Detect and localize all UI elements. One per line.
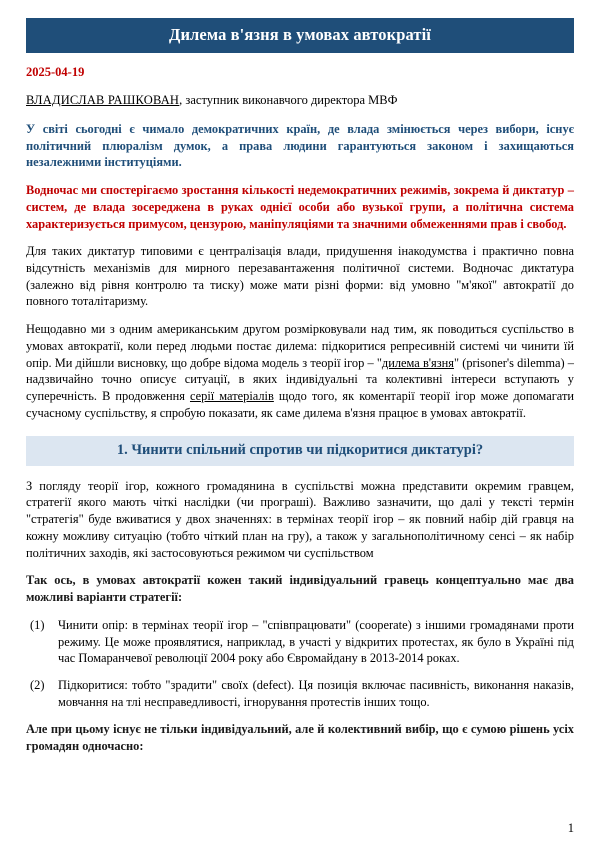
list-item-marker: (1) (30, 617, 45, 632)
document-title: Дилема в'язня в умовах автократії (26, 18, 574, 53)
list-item-marker: (2) (30, 677, 45, 692)
paragraph-part-2: " (prisoner's dilemma) – надзвичайно точно описує ситуації, в яких індивідуальні та колективні інтереси вступають у суперечність. В продовження (26, 355, 575, 404)
paragraph-dictatorship-features: Для таких диктатур типовими є централізація влади, придушення інакодумства і практично повна відсутність механізмів для мирного перезавантаження політичної системи. Водночас диктатура (залежно від рівня контролю та тиску) може мати різні форми: від умовно "м'якої" автократії до повного тоталітаризму. (26, 244, 574, 309)
publication-date: 2025-04-19 (26, 65, 85, 79)
list-item (26, 677, 574, 710)
paragraph-dictatorship-growth: Водночас ми спостерігаємо зростання кількості недемократичних режимів, зокрема й диктатур – систем, де влада зосереджена в руках однієї особи або вузької групи, а політична система характеризується примусом, цензурою, маніпуляціями та значними обмеженнями прав і свобод. (26, 183, 574, 231)
byline (26, 92, 574, 109)
paragraph-game-theory-strategies: З погляду теорії ігор, кожного громадянина в суспільстві можна представити окремим гравцем, стратегії якого мають чіткі наслідки (чи програші). Важливо зазначити, що далі у тексті термін "стратегія" буде вживатися у двох значеннях: в термінах теорії ігор – як повний набір дій гравця на кожну можливу ситуацію (тобто чіткий план на гру), а також у загальнополітичному сенсі – як набір політичних заходів, які застосовуються режимом чи суспільством (26, 478, 574, 560)
link-series-materials[interactable]: серії матеріалів (189, 389, 274, 404)
paragraph-part-3: щодо того, як коментарії теорії ігор може допомагати сучасному суспільству, я спробую показати, як саме дилема в'язня працює в умовах автократії. (26, 389, 574, 420)
list-item (26, 617, 574, 667)
author-name: ВЛАДИСЛАВ РАШКОВАН (26, 93, 180, 107)
list-item-text: Підкоритися: тобто "зрадити" своїх (defect). Ця позиція включає пасивність, виконання наказів, мовчання на тлі несправедливості, ігнорування протестів інших тощо. (58, 677, 574, 709)
page-number: 1 (567, 821, 574, 835)
section-heading-1: 1. Чинити спільний спротив чи підкоритися диктатурі? (26, 436, 574, 466)
strategy-list (26, 617, 574, 711)
link-prisoners-dilemma[interactable]: дилема в'язня (381, 355, 454, 370)
paragraph-collective-choice: Але при цьому існує не тільки індивідуальний, але й колективний вибір, що є сумою рішень усіх громадян одночасно: (26, 722, 574, 754)
paragraph-prisoners-dilemma-intro: Нещодавно ми з одним американським другом розмірковували над тим, як поводиться суспільство в умовах автократії, коли перед людьми постає дилема: підкоритися репресивній системі чи чинити їй опір. Ми дійшли висновку, що добре відома модель з теорії ігор – "дилема в'язня" (prisoner's dilemma) – надзвичайно точно описує ситуації, в яких індивідуальні та колективні інтереси вступають у суперечність. В продовження серії матеріалів щодо того, як коментарії теорії ігор може допомагати сучасному суспільству, я спробую показати, як саме дилема в'язня працює в умовах автократії. (26, 322, 575, 420)
paragraph-part-1: Нещодавно ми з одним американським другом розмірковували над тим, як поводиться суспільство в умовах автократії, коли перед людьми постає дилема: підкоритися репресивній системі чи чинити їй опір. Ми дійшли висновку, що добре відома модель з теорії ігор – (26, 322, 574, 370)
paragraph-intro-democracy: У світі сьогодні є чимало демократичних країн, де влада змінюється через вибори, існує політичний плюралізм думок, а права людини гарантуються законом і захищаються незалежними інституціями. (26, 121, 574, 170)
author-title: , заступник виконавчого директора МВФ (179, 93, 398, 107)
list-item-text: Чинити опір: в термінах теорії ігор – "співпрацювати" (cooperate) з іншими громадянами проти режиму. Це може проявлятися, наприклад, в участі у відкритих протестах, як було в Україні під час Помаранчевої революції 2004 року або Євромайдану в 2013-2014 роках. (58, 617, 574, 666)
paragraph-two-strategies-lead: Так ось, в умовах автократії кожен такий індивідуальний гравець концептуально має два можливі варіанти стратегії: (26, 573, 574, 605)
